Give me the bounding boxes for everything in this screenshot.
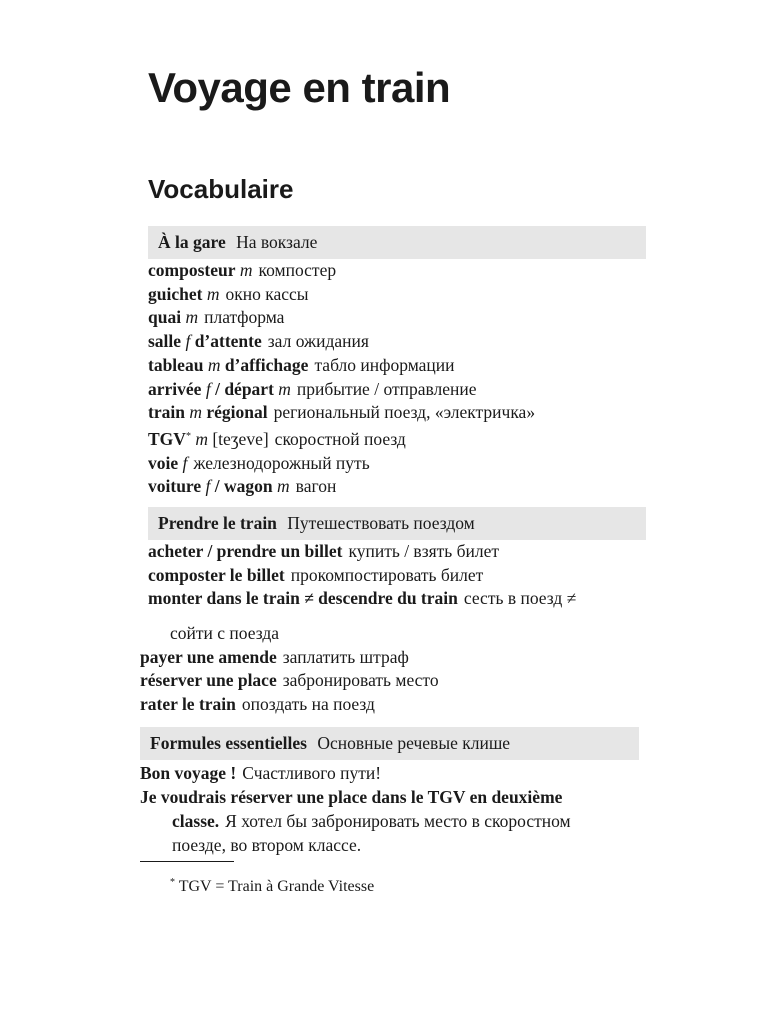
vocab-entry: payer une amende заплатить штраф (140, 646, 409, 667)
vocab-list-prendre-continued (140, 622, 439, 717)
footnote-text: TGV = Train à Grande Vitesse (178, 878, 375, 895)
footnote-marker: * (185, 430, 191, 442)
phrase-list (140, 761, 640, 857)
page-title: Voyage en train (148, 64, 451, 111)
vocab-entry: tableau m d’affichage табло информации (148, 354, 455, 375)
vocab-entry: arrivée f / départ m прибытие / отправление (148, 378, 477, 399)
vocab-entry: train m régional региональный поезд, «электричка» (148, 402, 536, 423)
vocab-list-gare (148, 259, 535, 499)
vocab-entry-continuation: сойти с поезда (170, 623, 279, 643)
band-a-la-gare (148, 226, 646, 259)
vocab-entry: composteur m компостер (148, 260, 337, 280)
phrase-entry-continuation: classe. Я хотел бы забронировать место в скоростном (172, 811, 571, 831)
vocab-entry: voie f железнодорожный путь (148, 452, 370, 473)
phrase-entry: Bon voyage ! Счастливого пути! (140, 763, 382, 783)
phrase-entry: Je voudrais réserver une place dans le TGV en deuxième (140, 787, 563, 807)
vocab-entry: voiture f / wagon m вагон (148, 476, 337, 497)
footnote-divider (140, 861, 234, 862)
band-title-ru: Основные речевые клише (317, 733, 511, 753)
vocab-entry: composter le billet прокомпостировать билет (148, 564, 484, 585)
band-title-ru: Путешествовать поездом (287, 513, 475, 533)
vocab-entry: TGV* m [teʒeve] скоростной поезд (148, 428, 406, 449)
vocab-entry: salle f d’attente зал ожидания (148, 331, 369, 352)
band-title-fr: Prendre le train (158, 513, 277, 533)
band-title-ru: На вокзале (236, 232, 318, 252)
footnote-mark: * (170, 877, 175, 888)
band-formules-essentielles (140, 727, 639, 760)
band-title-fr: Formules essentielles (150, 733, 307, 753)
vocab-entry: monter dans le train ≠ descendre du train сесть в поезд ≠ (148, 588, 577, 609)
vocab-entry: quai m платформа (148, 307, 285, 328)
vocab-entry: guichet m окно кассы (148, 283, 309, 304)
vocab-entry: réserver une place забронировать место (140, 670, 439, 691)
vocab-entry: rater le train опоздать на поезд (140, 694, 375, 715)
band-title-fr: À la gare (158, 232, 226, 252)
footnote (170, 872, 374, 898)
vocab-entry: acheter / prendre un billet купить / взять билет (148, 541, 500, 561)
vocab-list-prendre (148, 540, 576, 611)
phrase-entry-continuation: поезде, во втором классе. (172, 835, 362, 855)
band-prendre-le-train (148, 507, 646, 540)
section-title: Vocabulaire (148, 174, 294, 204)
